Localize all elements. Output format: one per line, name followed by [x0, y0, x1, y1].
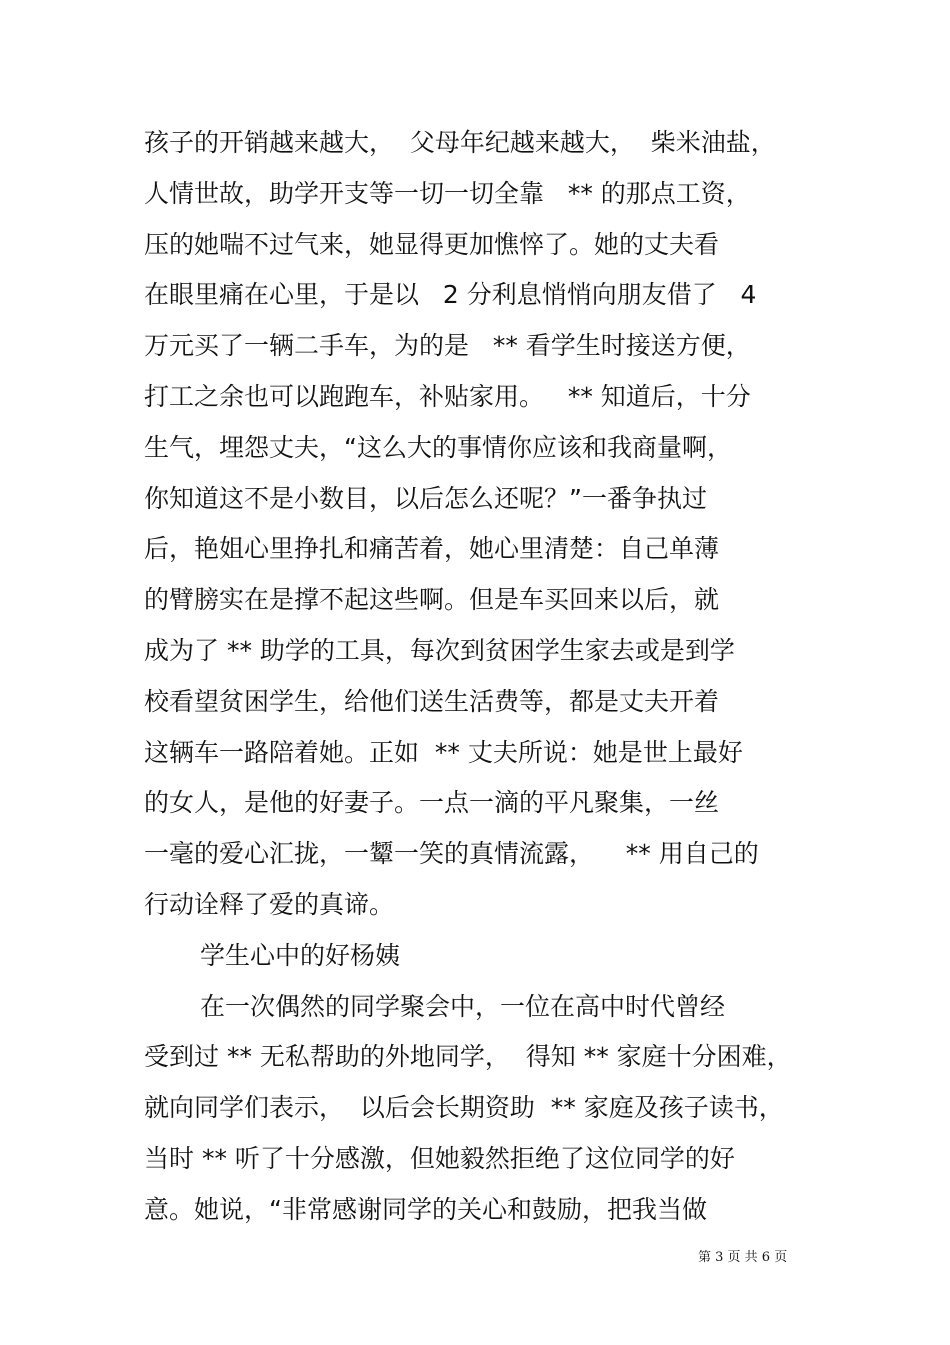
- text-line: 成为了 ** 助学的工具，每次到贫困学生家去或是到学: [144, 635, 735, 665]
- text-line: 当时 ** 听了十分感激，但她毅然拒绝了这位同学的好: [144, 1143, 735, 1173]
- text-line: 的女人，是他的好妻子。一点一滴的平凡聚集，一丝: [144, 788, 720, 818]
- text-line: 的臂膀实在是撑不起这些啊。但是车买回来以后，就: [144, 585, 720, 615]
- text-line: 万元买了一辆二手车，为的是 ** 看学生时接送方便，: [144, 331, 751, 361]
- text-line: 你知道这不是小数目，以后怎么还呢？”一番争执过: [144, 483, 707, 513]
- paragraph-first-line: 在一次偶然的同学聚会中，一位在高中时代曾经: [200, 991, 726, 1021]
- text-line: 在眼里痛在心里，于是以 2 分利息悄悄向朋友借了 4: [144, 280, 757, 310]
- section-heading: 学生心中的好杨姨: [200, 940, 401, 970]
- text-line: 压的她喘不过气来，她显得更加憔悴了。她的丈夫看: [144, 229, 720, 259]
- text-line: 一毫的爱心汇拢，一颦一笑的真情流露， ** 用自己的: [144, 839, 759, 869]
- text-line: 受到过 ** 无私帮助的外地同学， 得知 ** 家庭十分困难，: [144, 1042, 792, 1072]
- text-line: 后，艳姐心里挣扎和痛苦着，她心里清楚：自己单薄: [144, 534, 720, 564]
- text-line: 孩子的开销越来越大， 父母年纪越来越大， 柴米油盐，: [144, 128, 776, 157]
- text-line: 这辆车一路陪着她。正如 ** 丈夫所说：她是世上最好: [144, 737, 743, 767]
- text-line: 就向同学们表示， 以后会长期资助 ** 家庭及孩子读书，: [144, 1093, 784, 1123]
- text-line: 意。她说，“非常感谢同学的关心和鼓励，把我当做: [144, 1194, 707, 1224]
- page-number-footer: 第 3 页 共 6 页: [698, 1250, 788, 1265]
- text-line: 人情世故，助学开支等一切一切全靠 ** 的那点工资，: [144, 178, 751, 208]
- text-line: 打工之余也可以跑跑车，补贴家用。 ** 知道后，十分: [144, 381, 751, 411]
- text-line: 生气，埋怨丈夫，“这么大的事情你应该和我商量啊，: [144, 432, 732, 462]
- text-line: 行动诠释了爱的真谛。: [144, 889, 395, 919]
- text-line: 校看望贫困学生，给他们送生活费等，都是丈夫开着: [144, 686, 720, 716]
- body-text: [144, 118, 824, 1236]
